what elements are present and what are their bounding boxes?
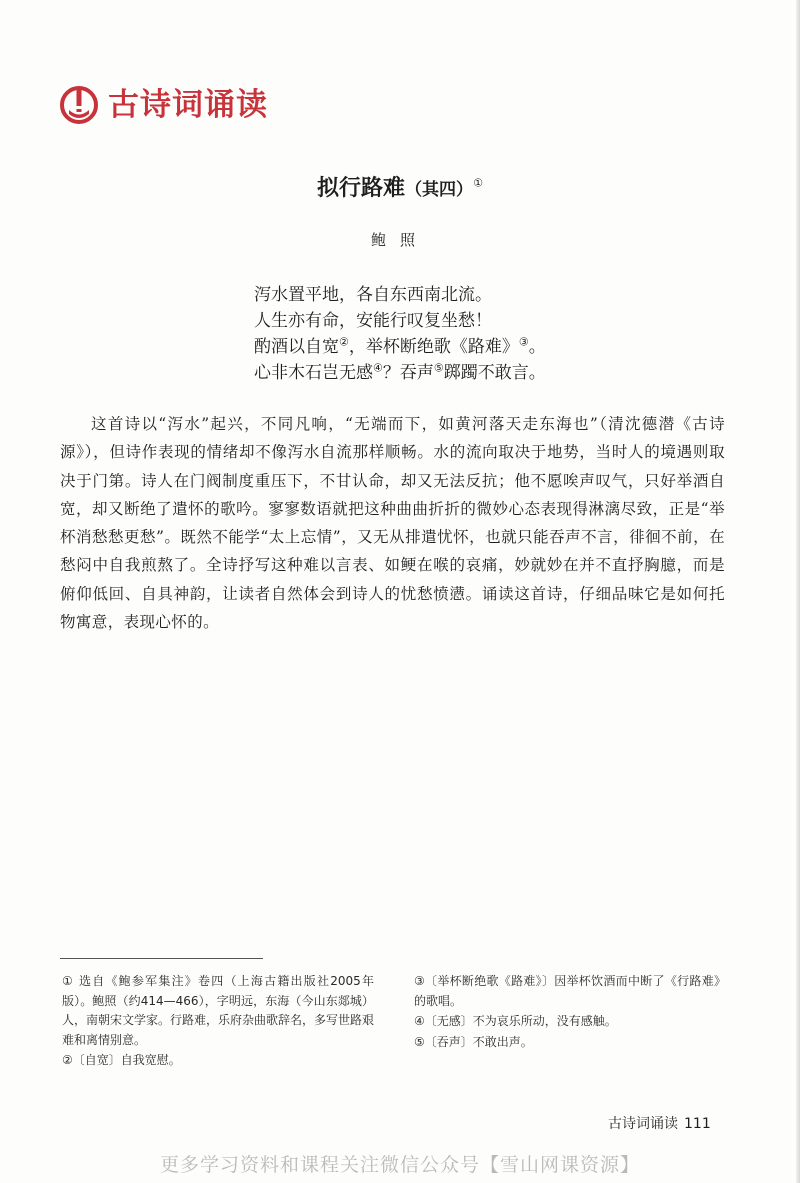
poem-line-text: ，举杯断绝歌《路难》: [348, 337, 519, 357]
page-number: 111: [684, 1116, 711, 1132]
poem-line: [254, 334, 546, 360]
poem-line-text: ？吞声: [382, 363, 434, 383]
poem-subtitle: （其四）: [405, 180, 474, 200]
page-footer: [608, 1114, 711, 1134]
poem-line-text: 人生亦有命，安能行叹复坐愁！: [254, 311, 492, 331]
watermark-text: 更多学习资料和课程关注微信公众号【雪山网课资源】: [159, 1154, 640, 1176]
poem-author: 鲍照: [370, 231, 429, 249]
footnote-ref: ③: [518, 335, 529, 349]
footnote-3: ③〔举杯断绝歌《路难》〕因举杯饮酒而中断了《行路难》的歌唱。: [414, 974, 726, 1008]
poem-line-text: 泻水置平地，各自东西南北流。: [254, 285, 492, 305]
poem-line-text: 踯躅不敢言。: [443, 363, 546, 383]
poem-line: [254, 360, 546, 386]
footnote-4: ④〔无感〕不为哀乐所动，没有感触。: [414, 1014, 617, 1028]
poem-line-text: 。: [528, 337, 546, 357]
footnote-ref: ⑤: [433, 361, 444, 375]
poem-line-text: 心非木石岂无感: [254, 363, 373, 383]
footnote-ref: ④: [373, 361, 383, 375]
footnotes-right-column: [414, 972, 726, 1053]
footnotes-left-column: [62, 972, 374, 1072]
running-title: 古诗词诵读: [608, 1116, 678, 1132]
book-scroll-icon: [60, 86, 98, 124]
poem-line: [254, 308, 546, 334]
footnote-1: ① 选自《鲍参军集注》卷四（上海古籍出版社2005年版）。鲍照（约414—466），字明远，东海（今山东郯城）人，南朝宋文学家。行路难，乐府杂曲歌辞名，多写世路艰难和离情别意。: [62, 974, 375, 1047]
footnote-2: ②〔自宽〕自我宽慰。: [62, 1053, 181, 1067]
footnote-ref: ②: [339, 335, 349, 349]
poem-body: [254, 282, 546, 386]
poem-line: [254, 282, 546, 308]
poem-title-main: 拟行路难: [317, 176, 406, 201]
poem-title-note: ①: [473, 176, 483, 190]
poem-line-text: 酌酒以自宽: [254, 337, 339, 357]
footnote-5: ⑤〔吞声〕不敢出声。: [414, 1034, 533, 1049]
footnote-divider: [60, 958, 263, 959]
section-title: 古诗词诵读: [108, 87, 268, 123]
commentary-paragraph: 这首诗以“泻水”起兴，不同凡响，“无端而下，如黄河落天走东海也”（清沈德潜《古诗源》），但诗作表现的情绪却不像泻水自流那样顺畅。水的流向取决于地势，当时人的境遇则取决于门第。诗人在门阀制度重压下，不甘认命，却又无法反抗；他不愿唉声叹气，只好举酒自宽，却又断绝了遣怀的歌吟。寥寥数语就把这种曲曲折折的微妙心态表现得淋漓尽致，正是“举杯消愁愁更愁”。既然不能学“太上忘情”，又无从排遣忧怀，也就只能吞声不言，徘徊不前，在愁闷中自我煎熬了。全诗抒写这种难以言表、如鲠在喉的哀痛，妙就妙在并不直抒胸臆，而是俯仰低回、自具神韵，让读者自然体会到诗人的忧愁愤懑。诵读这首诗，仔细品味它是如何托物寓意，表现心怀的。: [60, 415, 725, 632]
section-header: [60, 86, 268, 124]
poem-title: [0, 174, 800, 205]
